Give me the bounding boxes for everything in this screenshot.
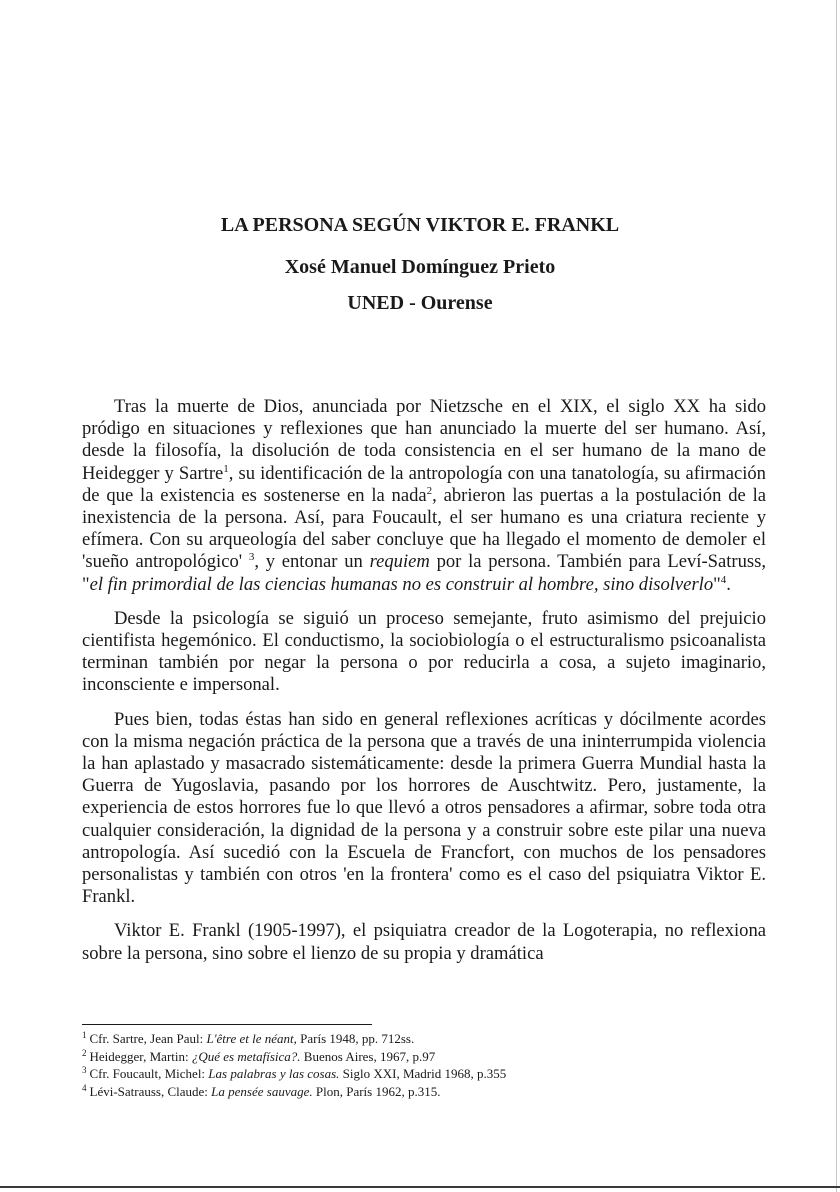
paragraph-text: , abrieron las puertas a la postulación de la inexistencia de la persona. Así, para Foucault, el ser humano es una criatura reciente y efímera. Con su arqueología del saber concluye que ha llegado el momento de demoler el 'sueño antropológico' [82, 484, 766, 573]
footnote-number: 4 [82, 1082, 87, 1093]
paragraph-text: , y entonar un [254, 551, 370, 573]
footnote-text: Buenos Aires, 1967, p.97 [300, 1048, 436, 1064]
footnote-text: Lévi-Satrauss, Claude: [89, 1083, 212, 1099]
footnote-separator [82, 1024, 372, 1025]
footnote-ref-4: 4 [720, 573, 727, 586]
footnote-text: Cfr. Sartre, Jean Paul: [89, 1031, 207, 1046]
paragraph-4: Viktor E. Frankl (1905-1997), el psiquiatra creador de la Logoterapia, no reflexiona sobre la persona, sino sobre el lienzo de su propia y dramática [82, 920, 766, 964]
paragraph-text: por la persona. También para Leví-Satruss, " [82, 551, 766, 595]
footnote-text: Siglo XXI, Madrid 1968, p.355 [339, 1066, 507, 1081]
footnote-number: 2 [82, 1047, 87, 1058]
footnote-text: Plon, París 1962, p.315. [312, 1083, 441, 1099]
paragraph-text: " [713, 573, 721, 595]
footnote-number: 3 [82, 1065, 87, 1075]
footnote-text: Cfr. Foucault, Michel: [89, 1066, 209, 1081]
footnote-work-title: La pensée sauvage. [211, 1083, 313, 1099]
article-body [82, 396, 766, 965]
footnote-work-title: L'être et le néant, [206, 1031, 297, 1046]
paragraph-1 [82, 396, 766, 596]
page-edge [836, 0, 837, 1192]
footnote-ref-3: 3 [248, 551, 255, 564]
footnote-text: París 1948, pp. 712ss. [296, 1031, 415, 1046]
emphasis-requiem: requiem [369, 551, 430, 573]
author-name: Xosé Manuel Domínguez Prieto [284, 256, 556, 278]
paragraph-text: . [726, 573, 731, 595]
paragraph-text: Tras la muerte de Dios, anunciada por Nietzsche en el XIX, el siglo XX ha sido pródigo en situaciones y reflexiones que han anunciado la muerte del ser humano. Así, desde la filosofía, la disolución de toda consistencia en el ser humano de la mano de Heidegger y Sartre [82, 396, 766, 484]
footnote-work-title: Las palabras y las cosas. [208, 1066, 340, 1081]
article-title: LA PERSONA SEGÚN VIKTOR E. FRANKL [220, 214, 620, 236]
footnote-ref-1: 1 [223, 462, 229, 475]
footnote-ref-2: 2 [426, 484, 433, 497]
footnote-2 [82, 1048, 766, 1066]
footnote-1 [82, 1030, 766, 1048]
footnotes [82, 1030, 766, 1100]
quote-levi-strauss: el fin primordial de las ciencias humanas no es construir al hombre, sino disolverlo [89, 573, 714, 595]
footnote-3 [82, 1065, 766, 1083]
page-bottom-border [0, 1186, 840, 1188]
paragraph-text: , su identificación de la antropología con una tanatología, su afirmación de que la existencia es sostenerse en la nada [82, 462, 766, 506]
footnote-4 [82, 1083, 766, 1101]
paragraph-2: Desde la psicología se siguió un proceso semejante, fruto asimismo del prejuicio cientifista hegemónico. El conductismo, la sociobiología o el estructuralismo psicoanalista terminan también por negar la persona o por reducirla a cosa, a sujeto imaginario, inconsciente e impersonal. [82, 607, 766, 696]
author-affiliation: UNED - Ourense [347, 292, 493, 314]
footnote-text: Heidegger, Martin: [89, 1048, 192, 1064]
footnote-number: 1 [82, 1030, 87, 1040]
footnote-work-title: ¿Qué es metafísica?. [191, 1048, 301, 1064]
paragraph-3: Pues bien, todas éstas han sido en general reflexiones acríticas y dócilmente acordes con la misma negación práctica de la persona que a través de una ininterrumpida violencia la han aplastado y masacrado sistemáticamente: desde la primera Guerra Mundial hasta la Guerra de Yugoslavia, pasando por los horrores de Auschtwitz. Pero, justamente, la experiencia de estos horrores fue lo que llevó a otros pensadores a afirmar, sobre toda otra cualquier consideración, la dignidad de la persona y a construir sobre este pilar una nueva antropología. Así sucedió con la Escuela de Francfort, con muchos de los pensadores personalistas y también con otros 'en la frontera' como es el caso del psiquiatra Viktor E. Frankl. [82, 708, 766, 908]
